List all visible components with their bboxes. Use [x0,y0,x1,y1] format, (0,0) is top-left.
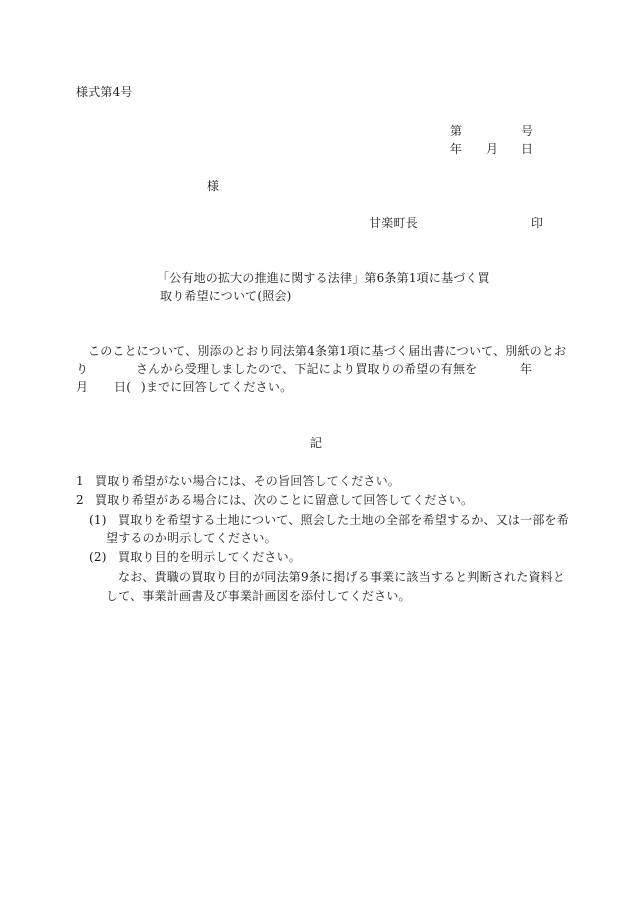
reference-number-prefix: 第 [450,124,463,138]
sub-item-1-line1: 買取りを希望する土地について、照会した土地の全部を希望するか、又は一部を希 [118,513,569,527]
body-line-3-day: 日( [114,380,132,394]
note-line2: して、事業計画書及び事業計画図を添付してください。 [106,589,411,603]
sender-name: 甘楽町長 [369,216,418,230]
body-line-3-end: )までに回答してください。 [141,380,293,394]
item-1-text: 買取り希望がない場合には、その旨回答してください。 [95,474,401,488]
date-month: 月 [486,142,499,156]
note-line1: なお、貴職の買取り目的が同法第9条に掲げる事業に該当すると判断された資料と [118,570,566,584]
ki-heading: 記 [310,436,323,450]
date-day: 日 [521,142,534,156]
document-title-line2: 取り希望について(照会) [160,289,292,303]
seal-mark: 印 [531,216,544,230]
item-1-number: 1 [76,474,84,488]
body-line-2-start: り [76,362,89,376]
item-2-number: 2 [76,493,84,507]
item-2-text: 買取り希望がある場合には、次のことに留意して回答してください。 [95,493,474,507]
sub-item-1-number: (1) [89,513,107,527]
date-year: 年 [450,142,463,156]
form-number: 様式第4号 [76,85,133,99]
body-line-2-middle: さんから受理しましたので、下記により買取りの希望の有無を [136,362,478,376]
sub-item-1-line2: 望するのか明示してください。 [106,531,277,545]
sub-item-2-text: 買取り目的を明示してください。 [118,550,302,564]
sub-item-2-number: (2) [89,550,107,564]
body-line-3-month: 月 [76,380,89,394]
addressee-honorific: 様 [207,179,220,193]
body-line-1: このことについて、別添のとおり同法第4条第1項に基づく届出書について、別紙のとお [88,344,567,358]
document-title-line1: 「公有地の拡大の推進に関する法律」第6条第1項に基づく買 [157,271,490,285]
body-line-2-year: 年 [520,362,533,376]
reference-number-suffix: 号 [521,124,534,138]
